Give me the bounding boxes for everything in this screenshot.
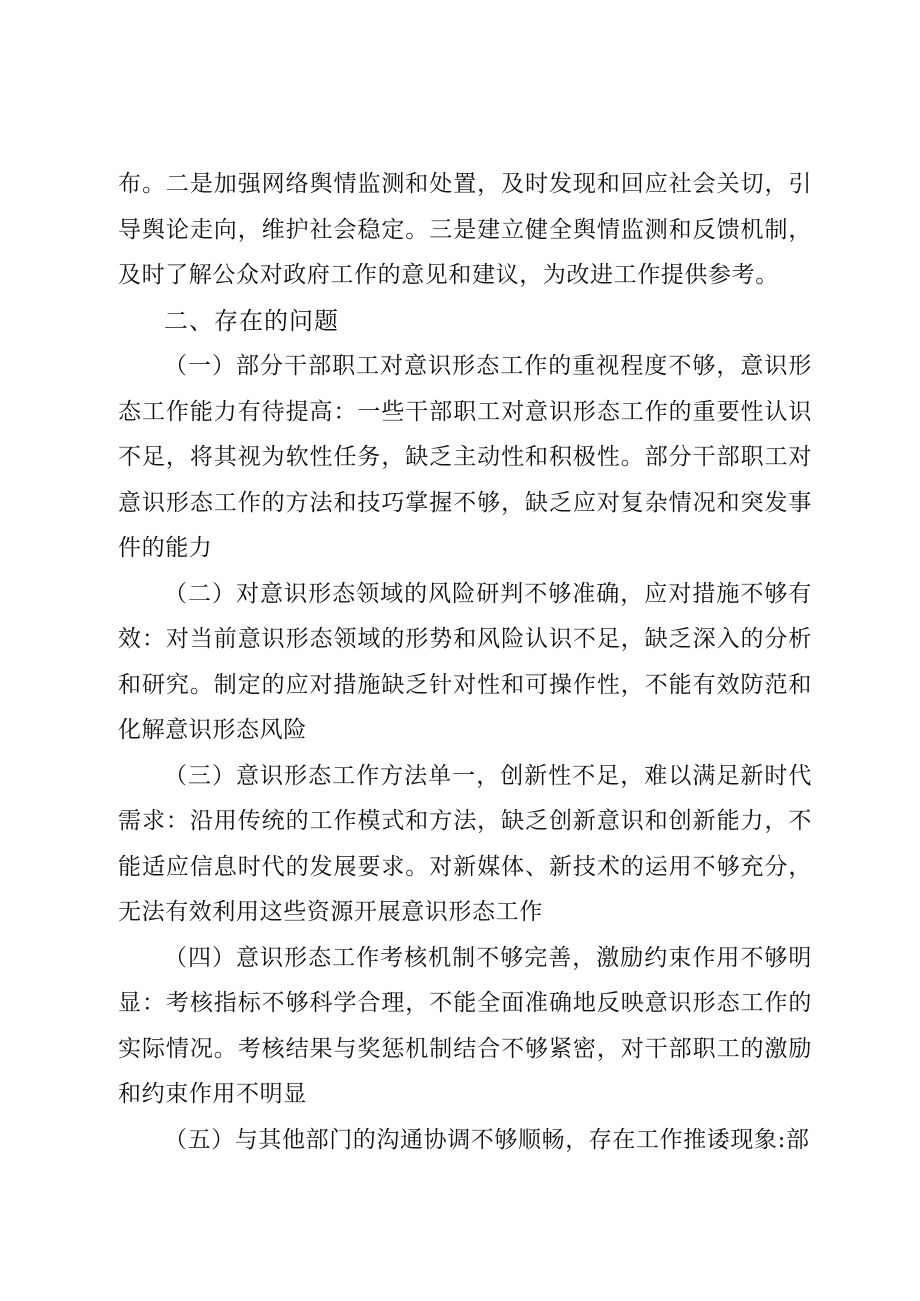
paragraph-item-4: （四）意识形态工作考核机制不够完善，激励约束作用不够明显：考核指标不够科学合理，不能全面准确地反映意识形态工作的实际情况。考核结果与奖惩机制结合不够紧密，对干部职工的激励和约束作用不明显 [118, 944, 812, 1107]
section-heading: 二、存在的问题 [164, 306, 339, 335]
document-body [118, 162, 812, 1163]
paragraph-item-2: （二）对意识形态领域的风险研判不够准确，应对措施不够有效：对当前意识形态领域的形势和风险认识不足，缺乏深入的分析和研究。制定的应对措施缺乏针对性和可操作性，不能有效防范和化解意识形态风险 [118, 580, 812, 743]
paragraph-item-1: （一）部分干部职工对意识形态工作的重视程度不够，意识形态工作能力有待提高：一些干部职工对意识形态工作的重要性认识不足，将其视为软性任务，缺乏主动性和积极性。部分干部职工对意识形态工作的方法和技巧掌握不够，缺乏应对复杂情况和突发事件的能力 [118, 353, 812, 561]
paragraph-item-5: （五）与其他部门的沟通协调不够顺畅，存在工作推诿现象:部 [164, 1126, 810, 1153]
paragraph-item-3: （三）意识形态工作方法单一，创新性不足，难以满足新时代需求：沿用传统的工作模式和方法，缺乏创新意识和创新能力，不能适应信息时代的发展要求。对新媒体、新技术的运用不够充分，无法有效利用这些资源开展意识形态工作 [118, 762, 812, 925]
continuation-paragraph: 布。二是加强网络舆情监测和处置，及时发现和回应社会关切，引导舆论走向，维护社会稳定。三是建立健全舆情监测和反馈机制，及时了解公众对政府工作的意见和建议，为改进工作提供参考。 [118, 171, 812, 288]
